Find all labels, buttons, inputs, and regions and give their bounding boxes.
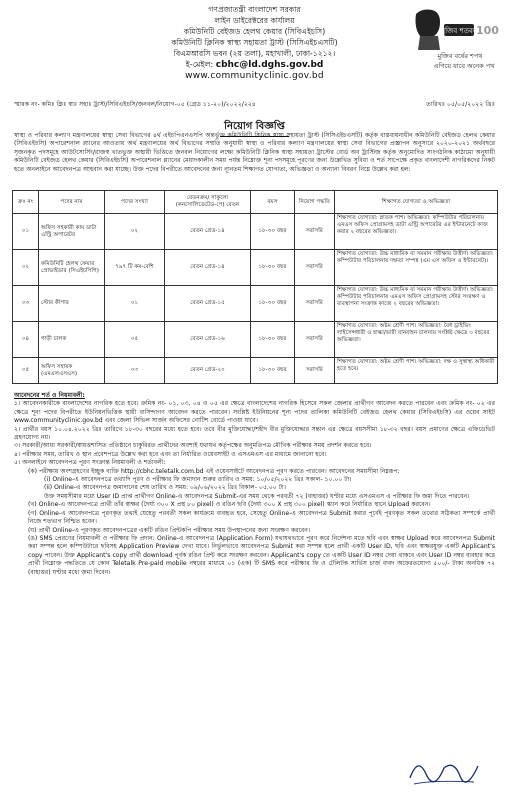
- reference-row: [14, 99, 495, 110]
- rule-item: ৩। সরকারী/আধা সরকারী/স্বায়ত্তশাসিত প্রতিষ্ঠানে চাকুরিরত প্রার্থীদের অবশ্যই যথাযথ কর্তৃপক্ষের অনুমতিপত্র মৌখিক পরীক্ষার সময় প্রদর্শন করতে হবে।: [14, 442, 372, 450]
- rule-sub-item: (ii) Online-এ আবেদনপত্র জমাদানের শেষ তারিখ ও সময়: ০৯/০৬/২০২২ খ্রিঃ বিকাল- ০৫.০০ টা।: [44, 484, 286, 492]
- rule-sub-item: (ঘ) প্রার্থী Online-এ পূরণকৃত আবেদনপত্রের একটি রঙিন প্রিন্টকপি পরীক্ষার সময় উপস্থাপনের জন্য সংরক্ষণ করবেন।: [28, 526, 311, 534]
- col-method: নিয়োগ পদ্ধতি: [295, 191, 335, 214]
- post-count: ৭৯৭ টি কম-বেশি: [105, 250, 165, 286]
- post-count: ০৩: [105, 358, 165, 384]
- rule-sub-item: (i) Online-এ আবেদনপত্রে তথ্যাদি পূরণ ও পরীক্ষার ফি জমাদান শুরুর তারিখ ও সময়: ১০/০৫/২০২২ খ্রিঃ সকাল- ১০.০০ টা।: [44, 476, 352, 484]
- rule-item: ২। প্রার্থীর বয়স ১০.০৪.২০২২ খ্রিঃ তারিখে ১৮-৩০ বছরের মধ্যে হতে হবে। তবে বীর মুক্তিযোদ্ধা/শহীদ বীর মুক্তিযোদ্ধার সন্তান এর ক্ষেত্রে বয়সসীমা ১৮-৩২ বছর। বয়স প্রমাণের ক্ষেত্রে এফিডেভিট গ্রহণযোগ্য নয়।: [14, 425, 495, 442]
- method: সরাসরি: [295, 322, 335, 358]
- post-name: স্টোর কীপার: [39, 286, 105, 322]
- logo-motto-1: মুজিব বর্ষের শপথ: [437, 52, 483, 60]
- table-header-row: [13, 191, 498, 214]
- age-range: ১৮-৩০ বছর: [251, 250, 295, 286]
- qualification: শিক্ষাগত যোগ্যতা: অষ্টম শ্রেণী পাশ। অভিজ্ঞতা: বৈধ ড্রাইভিং লাইসেন্সধারী ও হাল্কা/ভারী যানবাহন চালনায় সংশ্লিষ্ট ক্ষেত্রে ৩ বছরের অভিজ্ঞতা।: [335, 322, 498, 358]
- mujib-year-logo: [410, 6, 502, 72]
- logo-caption: মুজিব শতবর্ষ: [441, 27, 477, 35]
- table-row: [13, 286, 498, 322]
- age-range: ১৮-৩০ বছর: [251, 286, 295, 322]
- email-label: ই-মেইল:: [185, 60, 214, 69]
- memo-number: স্মারক নং- কমিঃ ক্লিঃ স্বাঃ সহাঃ ট্রাস্ট/সিবিএইচসি/জনবল/নিয়োগ-০৫ (গ্রেড ১১-২০)/২০২২/২২৪: [14, 101, 256, 108]
- qualification: শিক্ষাগত যোগ্যতা: স্নাতক পাশ। অভিজ্ঞতা: কম্পিউটার পরিচালনায় এমএস অফিস প্রোগ্রামসহ ডাটা এন্ট্রি অপারেটর এর ইন্টারনেটে কাজ করার ২ বছরের অভিজ্ঞতা।: [335, 214, 498, 250]
- age-range: ১৮-৩০ বছর: [251, 358, 295, 384]
- rule-sub-item: (গ) Online-এ আবেদনপত্রে পূরণকৃত তথ্যই যেহেতু পরবর্তী সকল কার্যক্রমে ব্যবহৃত হবে, সেহেতু Online-এ আবেদনপত্র Submit করার পূর্বেই পূরণকৃত সকল তথ্যের সঠিকতা সম্পর্কে প্রার্থী নিজে শতভাগ নিশ্চিত হবেন।: [28, 509, 495, 526]
- notice-title: নিয়োগ বিজ্ঞপ্তি: [220, 119, 289, 137]
- qualification: শিক্ষাগত যোগ্যতা: অষ্টম শ্রেণী পাশ। অভিজ্ঞতা: দক্ষ ও সুস্বাস্থ্য অধিকারী হতে হবে।: [335, 358, 498, 384]
- method: সরাসরি: [295, 214, 335, 250]
- post-name: অফিস সহায়ক (এমএলএসএস): [39, 358, 105, 384]
- col-pay: বেতনক্রম/ সাকুল্যে (কনসোলিডেটেড-পে) বেতন: [165, 191, 251, 214]
- pay-grade: বেতন গ্রেড-১৪: [165, 214, 251, 250]
- qualification: শিক্ষাগত যোগ্যতা: উচ্চ মাধ্যমিক বা সমমান পরীক্ষায় উত্তীর্ণ। অভিজ্ঞতা: কম্পিউটার পরিচালনায় দক্ষতা সম্পন্ন (এম এস অফিস ও ইন্টারনেট)।: [335, 250, 498, 286]
- rule-item: ১। আবেদনকারীকে বাংলাদেশের নাগরিক হতে হবে। ক্রমিক নং- ০১, ০৩, ০৪ ও ০৫ এর ক্ষেত্রে বাংলাদেশের নাগরিক হিসেবে সকল জেলার প্রার্থীগণ আবেদন করতে পারবেন এবং ক্রমিক নং- ০২ এর ক্ষেত্রে শূন্য পদের বিপরীতে ইউনিয়নভিত্তিক স্থায়ী বাসিন্দাগণ আবেদন করতে পারবেন। সংশ্লিষ্ট ইউনিয়নের শূন্য পদের তালিকা কমিউনিটি বেইজড হেলথ কেয়ার (সিবিএইচসি) এর ওয়েব সাইট www.communityclinic.gov.bd এবং জেলা সিভিল সার্জন অফিসের নোটিশ বোর্ডে পাওয়া যাবে।: [14, 400, 495, 425]
- table-row: [13, 214, 498, 250]
- email-link[interactable]: cbhc@ld.dghs.gov.bd: [215, 60, 324, 70]
- pay-grade: বেতন গ্রেড-২০: [165, 358, 251, 384]
- col-qualification: শিক্ষাগত যোগ্যতা ও অভিজ্ঞতা: [335, 191, 498, 214]
- post-count: ০১: [105, 286, 165, 322]
- table-row: [13, 322, 498, 358]
- rule-item: ৪। পরীক্ষার সময়, তারিখ ও স্থান প্রবেশপত্রে উল্লেখ করা হবে এবং তা নির্ধারিত ওয়েবসাইট ও এসএমএস এর মাধ্যমে জানানো হবে।: [14, 450, 327, 458]
- pay-grade: বেতন গ্রেড-১৬: [165, 322, 251, 358]
- age-range: ১৮-৩০ বছর: [251, 322, 295, 358]
- pay-grade: বেতন গ্রেড-১৪: [165, 250, 251, 286]
- post-name: গাড়ী চালক: [39, 322, 105, 358]
- age-range: ১৮-৩০ বছর: [251, 214, 295, 250]
- rule-sub-item: উক্ত সময়সীমার মধ্যে User ID প্রাপ্ত প্রার্থীগণ Online-এ আবেদনপত্র Submit-এর সময় থেকে পরবর্তী ৭২ (বাহাত্তর) ঘণ্টার মধ্যে এসএমএস এ পরীক্ষার ফি জমা দিতে পারবেন।: [44, 492, 470, 500]
- col-count: পদের সংখ্যা: [105, 191, 165, 214]
- method: সরাসরি: [295, 286, 335, 322]
- serial: ০২: [13, 250, 39, 286]
- rule-item: ৫। অনলাইনে আবেদনপত্র পূরণ সংক্রান্ত নিয়মাবলী ও শর্তাবলী:: [14, 459, 166, 467]
- rules-heading: আবেদনের শর্ত ও নিয়মাবলী:: [14, 392, 85, 399]
- post-name: কমিউনিটি হেলথ কেয়ার প্রোভাইডার (সিএইচসিপি): [39, 250, 105, 286]
- serial: ০৪: [13, 322, 39, 358]
- method: সরাসরি: [295, 250, 335, 286]
- post-count: ০৫: [105, 322, 165, 358]
- website-link[interactable]: www.communityclinic.gov.bd: [185, 71, 324, 81]
- vacancy-table: [12, 190, 498, 384]
- address-line: বিএমআরসি ভবন (২য় তলা), মহাখালী, ঢাকা-১২১২।: [173, 49, 336, 58]
- col-age: বয়স: [251, 191, 295, 214]
- col-post: পদের নাম: [39, 191, 105, 214]
- intro-paragraph: স্বাস্থ্য ও পরিবার কল্যাণ মন্ত্রণালয়ের স্বাস্থ্য সেবা বিভাগের ৪র্থ এইচপিএনএসপি অন্তর্ভুক্ত কমিউনিটি ক্লিনিক স্বাস্থ্য সহায়তা ট্রাস্ট (সিসিএইচএসটি) কর্তৃক বাস্তবায়নাধীন কমিউনিটি বেইজড হেলথ কেয়ার (সিবিএইচসি) অপারেশনাল প্ল্যানের আওতায় অর্থ মন্ত্রণালয়ের অর্থ বিভাগের সম্মতি অনুযায়ী স্বাস্থ্য ও পরিবার কল্যাণ মন্ত্রণালয়ের স্বাস্থ্য সেবা বিভাগের প্রজ্ঞাপন অনুসারে ২০২০-২০২১ অর্থবছরে সৃজনকৃত পদসমূহে আউটসোর্সিং/রাজস্ব খাতভুক্ত অস্থায়ী ভিত্তিতে জনবল নিয়োগের লক্ষ্যে কমিউনিটি ক্লিনিক স্বাস্থ্য সহায়তা ট্রাস্টের বোর্ড অব ট্রাস্টিজ কর্তৃক অনুমোদিত সাংগঠনিক কাঠামো অনুযায়ী কমিউনিটি বেইজড হেলথ কেয়ার (সিবিএইচসি) অপারেশনাল প্ল্যানের মেয়াদকালীন সময় পর্যন্ত নিম্নোক্ত শূন্য পদসমূহে পূরণের জন্য উল্লেখিত সুবিধা ও শর্ত সাপেক্ষে প্রকৃত বাংলাদেশী নাগরিকদের নিকট হতে অনলাইনে আবেদনপত্র আহবান করা যাচ্ছে। উক্ত পদের বিপরীতে আবেদনের জন্য ন্যূনতম শিক্ষাগত যোগ্যতা, অভিজ্ঞতা ও অন্যান্য বিবরণ নিম্নে উল্লেখ করা হল:: [14, 132, 495, 173]
- post-name: অফিস সহকারী কাম ডাটা এন্ট্রি অপারেটর: [39, 214, 105, 250]
- serial: ০১: [13, 214, 39, 250]
- rule-sub-item: (ক) পরীক্ষায় অংশগ্রহণের ইচ্ছুক ব্যক্তি http://cbhc.teletalk.com.bd এই ওয়েবসাইটে আবেদনপত্র পূরণ করতে পারবেন। আবেদনের সময়সীমা নিম্নরূপ:: [28, 467, 400, 475]
- trust-line: কমিউনিটি ক্লিনিক স্বাস্থ্য সহায়তা ট্রাস্ট (সিসিএইচএসটি): [171, 38, 338, 47]
- signature-stamp: [404, 748, 484, 792]
- col-serial: ক্রঃ নং: [13, 191, 39, 214]
- rule-sub-item: (খ) Online-এ আবেদনপত্রে প্রার্থী তাঁর স্বাক্ষর (দৈর্ঘ্য ৩০০ X প্রস্থ ৮০ pixel) ও রঙিন ছবি (দৈর্ঘ্য ৩০০ X প্রস্থ ৩০০ pixel) স্ক্যান করে নির্ধারিত স্থানে Upload করবেন।: [28, 501, 431, 509]
- office-line: লাইন ডাইরেক্টরের কার্যালয়: [214, 16, 295, 25]
- serial: ০৫: [13, 358, 39, 384]
- table-row: [13, 250, 498, 286]
- post-count: ০২: [105, 214, 165, 250]
- qualification: শিক্ষাগত যোগ্যতা: উচ্চ মাধ্যমিক বা সমমান পরীক্ষায় উত্তীর্ণ। অভিজ্ঞতা: কম্পিউটার পরিচালনায় এমএস অফিস প্রোগ্রামসহ স্টোর সংরক্ষণ ও ব্যবস্থাপনা সংক্রান্ত কাজে ২ বছরের অভিজ্ঞতা।: [335, 286, 498, 322]
- rules-section: [14, 392, 495, 577]
- method: সরাসরি: [295, 358, 335, 384]
- serial: ০৩: [13, 286, 39, 322]
- table-row: [13, 358, 498, 384]
- svg-text:100: 100: [476, 24, 499, 37]
- pay-grade: বেতন গ্রেড-১৫: [165, 286, 251, 322]
- logo-motto-2: এগিয়ে যাবে অনেক পথ: [433, 62, 495, 70]
- memo-date: তারিখঃ ০৫/০৫/২০২২ খ্রিঃ: [426, 101, 495, 108]
- rule-sub-item: (ঙ) SMS প্রেরণের নিয়মাবলী ও পরীক্ষার ফি প্রদান: Online-এ আবেদনপত্র (Application Form) যথাযথভাবে পূরণ করে নির্দেশনা মতে ছবি এবং স্বাক্ষর Upload করে আবেদনপত্র Submit করা সম্পন্ন হলে কম্পিউটারে ছবিসহ Application Preview দেখা যাবে। নির্ভুলভাবে আবেদনপত্র Submit করা সম্পন্ন হলে প্রার্থী একটি User ID, ছবি এবং স্বাক্ষরযুক্ত একটি Applicant's copy পাবেন। উক্ত Applicant's copy প্রার্থী download পূর্বক রঙিন প্রিন্ট করে সংরক্ষণ করবেন। Applicant's copy তে একটি User ID নম্বর দেয়া থাকবে এবং User ID নম্বর ব্যবহার করে প্রার্থী নিম্নোক্ত পদ্ধতিতে যে কোন Teletalk Pre-paid mobile নম্বরের মাধ্যমে ০১ (এক) টি SMS করে পরীক্ষার ফি ও টেলিটক সার্ভিস চার্জ বাবদ অফেরতযোগ্য ৫০০/- টাকা অনধিক ৭২ (বাহাত্তর) ঘণ্টার মধ্যে জমা দিবেন।: [28, 534, 495, 576]
- govt-line: গণপ্রজাতন্ত্রী বাংলাদেশ সরকার: [208, 5, 301, 14]
- program-line: কমিউনিটি বেইজড হেলথ কেয়ার (সিবিএইচসি): [183, 27, 326, 36]
